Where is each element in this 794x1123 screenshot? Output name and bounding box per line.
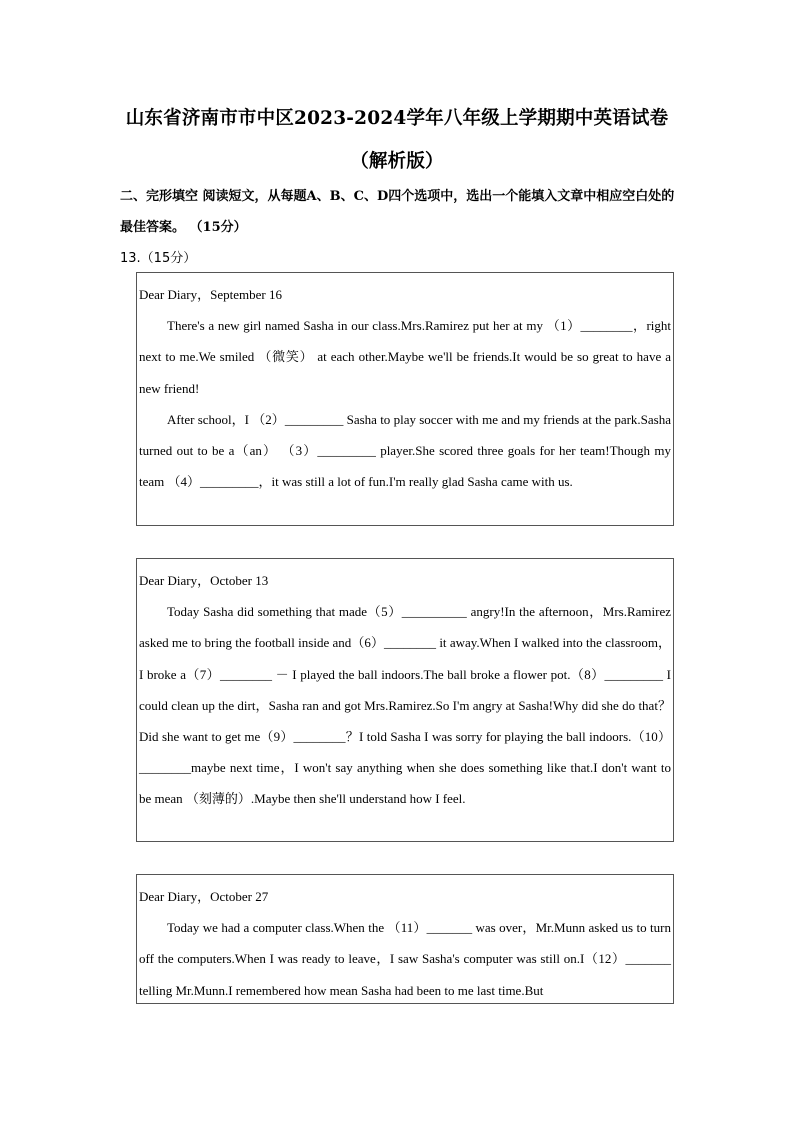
entry-paragraph: After school，I （2）_________ Sasha to play soccer with me and my friends at the park.Sasha turned out to be a（an） （3）_________ player.She scored three goals for her team!Though my team （4）_________，it was still a lot of fun.I'm really glad Sasha came with us. xyxy=(139,411,671,490)
entry-paragraph: There's a new girl named Sasha in our class.Mrs.Ramirez put her at my （1）________，right next to me.We smiled （微笑） at each other.Maybe we'll be friends.It would be so great to have a new friend! xyxy=(139,318,671,396)
section-heading: 二、完形填空 阅读短文，从每题A、B、C、D四个选项中，选出一个能填入文章中相应空白处的最佳答案。 （15分） xyxy=(120,189,675,235)
question-number: 13.（15分） xyxy=(120,251,197,266)
diary-entry-3 xyxy=(136,874,674,1004)
entry-heading: Dear Diary，September 16 xyxy=(139,287,282,302)
entry-heading: Dear Diary，October 27 xyxy=(139,889,269,904)
entry-heading: Dear Diary，October 13 xyxy=(139,573,269,588)
document-subtitle: （解析版） xyxy=(350,151,444,172)
diary-entry-1 xyxy=(136,272,674,526)
diary-entry-2 xyxy=(136,558,674,842)
entry-paragraph: Today Sasha did something that made（5）__________ angry!In the afternoon，Mrs.Ramirez asked me to bring the football inside and（6）________ it away.When I walked into the classroom，I broke a（7）________ － I played the ball indoors.The ball broke a flower pot.（8）_________ I could clean up the dirt，Sasha ran and got Mrs.Ramirez.So I'm angry at Sasha!Why did she do that？Did she want to get me（9）________？I told Sasha I was sorry for playing the ball indoors.（10）________maybe next time，I won't say anything when she does something like that.I don't want to be mean （刻薄的）.Maybe then she'll understand how I feel. xyxy=(139,604,671,807)
entry-paragraph: Today we had a computer class.When the （11）_______ was over，Mr.Munn asked us to turn off the computers.When I was ready to leave，I saw Sasha's computer was still on.I（12）_______ telling Mr.Munn.I remembered how mean Sasha had been to me last time.But xyxy=(139,920,671,998)
document-title: 山东省济南市市中区2023-2024学年八年级上学期期中英语试卷 xyxy=(125,108,669,129)
